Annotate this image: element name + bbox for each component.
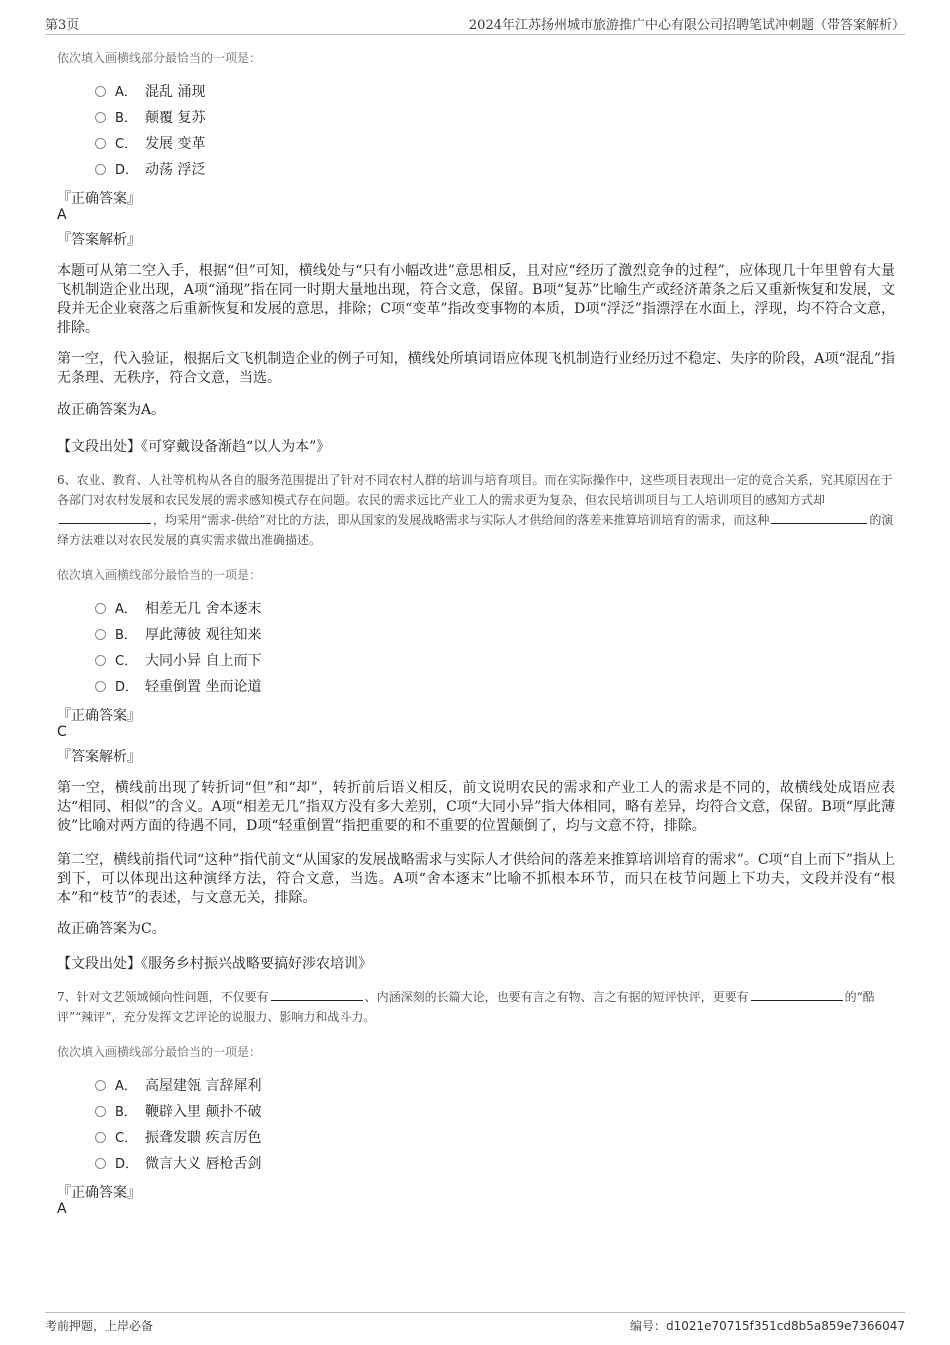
answer-label: 『正确答案』 [57,1185,141,1201]
answer-label: 『正确答案』 [57,191,141,207]
option-b[interactable]: B． 鞭辟入里 颠扑不破 [95,1102,261,1122]
analysis-paragraph: 本题可从第二空入手，根据“但”可知，横线处与“只有小幅改进”意思相反，且对应“经历了激烈竞争的过程”，应体现几十年里曾有大量飞机制造企业出现，A项“涌现”指在同一时期大量地出现，符合文意，保留。B项“复苏”比喻生产或经济萧条之后又重新恢复和发展，文段并无企业衰落之后重新恢复和发展的意思，排除；C项“变革”指改变事物的本质，D项“浮泛”指漂浮在水面上，浮现，均不符合文意，排除。 [57,263,895,336]
radio-icon[interactable] [95,629,106,640]
analysis-conclusion: 故正确答案为A。 [57,402,166,418]
radio-icon[interactable] [95,681,106,692]
option-d[interactable]: D． 轻重倒置 坐而论道 [95,677,261,697]
option-d[interactable]: D． 动荡 浮泛 [95,160,205,180]
fill-blank [59,511,151,524]
radio-icon[interactable] [95,86,106,97]
radio-icon[interactable] [95,603,106,614]
question-7-stem: 7、针对文艺领域倾向性问题，不仅要有 、内涵深刻的长篇大论，也要有言之有物、言之有据的短评快评，更要有 的“酷评”“辣评”，充分发挥文艺评论的说服力、影响力和战斗力。 [57,990,875,1024]
fill-blank [771,511,867,524]
question-6-stem: 6、农业、教育、人社等机构从各自的服务范围提出了针对不同农村人群的培训与培育项目。而在实际操作中，这些项目表现出一定的竞合关系，究其原因在于各部门对农村发展和农民发展的需求感知模式存在问题。农民的需求远比产业工人的需求更为复杂，但农民培训项目与工人培训项目的感知方式却，均采用“需求-供给”对比的方法，即从国家的发展战略需求与实际人才供给间的落差来推算培训培育的需求，而这种 的演绎方法难以对农民发展的真实需求做出准确描述。 [57,473,894,547]
text-source: 【文段出处】《可穿戴设备渐趋“以人为本”》 [57,439,331,455]
option-c[interactable]: C． 振聋发聩 疾言厉色 [95,1128,261,1148]
analysis-label: 『答案解析』 [57,749,141,765]
radio-icon[interactable] [95,1132,106,1143]
page-footer [45,1312,905,1337]
option-b[interactable]: B． 厚此薄彼 观往知来 [95,625,261,645]
option-a[interactable]: A． 相差无几 舍本逐末 [95,599,261,619]
analysis-paragraph: 第一空，代入验证，根据后文飞机制造企业的例子可知，横线处所填词语应体现飞机制造行业经历过不稳定、失序的阶段，A项“混乱”指无条理、无秩序，符合文意，当选。 [57,351,895,386]
page-header [45,12,905,35]
option-c[interactable]: C． 大同小异 自上而下 [95,651,261,671]
document-id: 编号：d1021e70715f351cd8b5a859e7366047 [629,1319,905,1333]
radio-icon[interactable] [95,1158,106,1169]
document-title: 2024年江苏扬州城市旅游推广中心有限公司招聘笔试冲刺题（带答案解析） [468,18,905,33]
question-prompt: 依次填入画横线部分最恰当的一项是： [57,1045,262,1059]
analysis-paragraph: 第一空，横线前出现了转折词“但”和“却”，转折前后语义相反，前文说明农民的需求和产业工人的需求是不同的，故横线处成语应表达“相同、相似”的含义。A项“相差无几”指双方没有多大差别，C项“大同小异”指大体相同，略有差异，均符合文意，保留。B项“厚此薄彼”比喻对两方面的待遇不同，D项“轻重倒置”指把重要的和不重要的位置颠倒了，均与文意不符，排除。 [57,780,895,834]
radio-icon[interactable] [95,164,106,175]
radio-icon[interactable] [95,112,106,123]
analysis-paragraph: 第二空，横线前指代词“这种”指代前文“从国家的发展战略需求与实际人才供给间的落差来推算培训培育的需求”。C项“自上而下”指从上到下，可以体现出这种演绎方法，符合文意，当选。A项“舍本逐末”比喻不抓根本环节，而只在枝节问题上下功夫，文段并没有“根本”和“枝节”的表述，与文意无关，排除。 [57,852,895,906]
answer-value: A [57,1201,67,1217]
question-prompt: 依次填入画横线部分最恰当的一项是： [57,51,262,65]
question-prompt: 依次填入画横线部分最恰当的一项是： [57,568,262,582]
analysis-conclusion: 故正确答案为C。 [57,921,166,937]
answer-label: 『正确答案』 [57,708,141,724]
fill-blank [271,988,363,1001]
answer-value: A [57,207,67,223]
option-a[interactable]: A． 高屋建瓴 言辞犀利 [95,1076,261,1096]
option-b[interactable]: B． 颠覆 复苏 [95,108,205,128]
footer-slogan: 考前押题，上岸必备 [45,1319,154,1333]
option-c[interactable]: C． 发展 变革 [95,134,205,154]
analysis-label: 『答案解析』 [57,232,141,248]
option-a[interactable]: A． 混乱 涌现 [95,82,205,102]
page-number: 第3页 [45,18,80,33]
radio-icon[interactable] [95,1106,106,1117]
radio-icon[interactable] [95,138,106,149]
text-source: 【文段出处】《服务乡村振兴战略要搞好涉农培训》 [57,956,372,972]
option-d[interactable]: D． 微言大义 唇枪舌剑 [95,1154,261,1174]
fill-blank [751,988,843,1001]
answer-value: C [57,724,67,740]
radio-icon[interactable] [95,655,106,666]
radio-icon[interactable] [95,1080,106,1091]
